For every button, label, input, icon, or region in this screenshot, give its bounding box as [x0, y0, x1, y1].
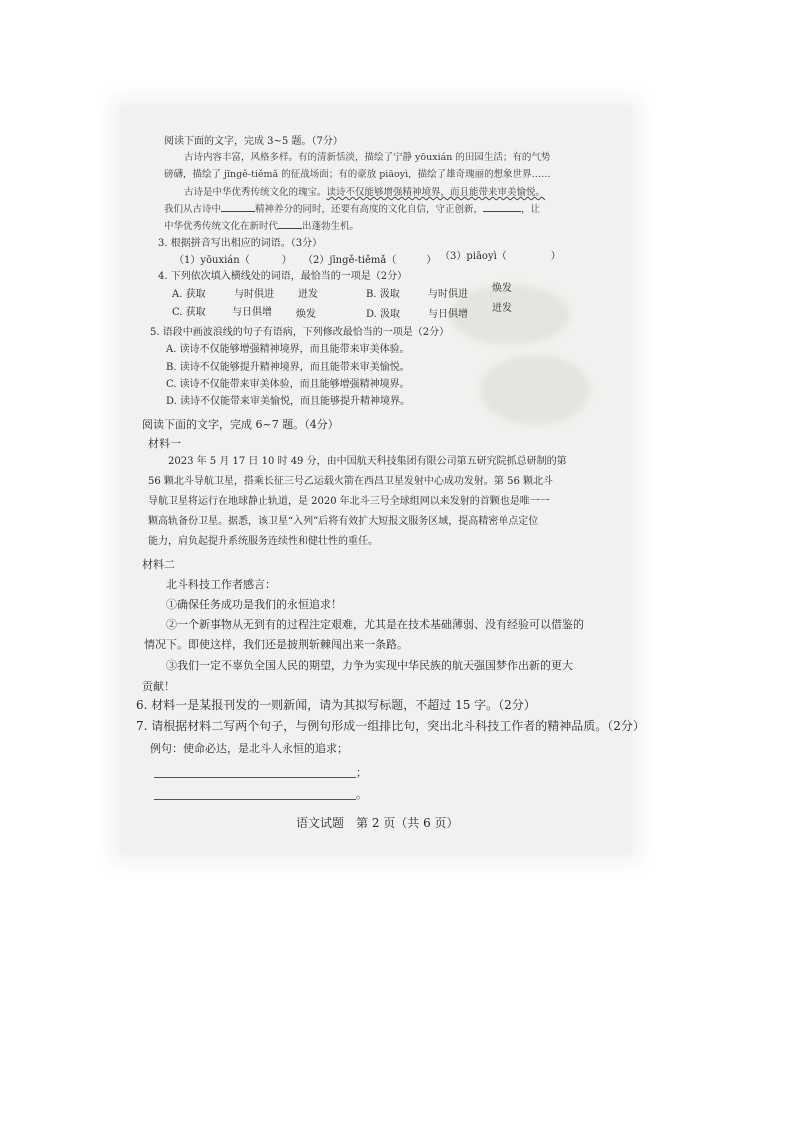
material-2-heading: 北斗科技工作者感言： [166, 578, 276, 591]
q5-option-b[interactable]: B. 读诗不仅能够提升精神境界，而且能带来审美愉悦。 [166, 362, 410, 373]
q4-option-c[interactable]: C. 获取 [172, 307, 206, 318]
answer-line-1[interactable] [154, 777, 356, 778]
fill-blank[interactable] [483, 211, 521, 212]
material-1-line: 2023 年 5 月 17 日 10 时 49 分，由中国航天科技集团有限公司第五研究院抓总研制的第 [168, 456, 567, 467]
q4-option-b-word3: 焕发 [492, 283, 512, 294]
material-2-quote: ①确保任务成功是我们的永恒追求！ [166, 598, 342, 611]
q7-example-sentence: 例句：使命必达，是北斗人永恒的追求； [150, 742, 348, 755]
q4-option-d-word2: 与日俱增 [428, 309, 468, 320]
q3-item-1: （1）yōuxián（ ） [174, 255, 292, 266]
material-2-quote: 情况下。即使这样，我们还是披荆斩棘闯出来一条路。 [144, 638, 408, 651]
q4-option-a-word2: 与时俱进 [234, 289, 274, 300]
scan-smudge [480, 355, 590, 425]
poem-passage-line [184, 188, 545, 198]
section1-intro: 阅读下面的文字，完成 3~5 题。（7分） [164, 136, 343, 147]
q4-option-d-word3: 迸发 [492, 303, 512, 314]
material-1-line: 导航卫星将运行在地球静止轨道，是 2020 年北斗三号全球组网以来发射的首颗也是唯一一 [148, 496, 550, 507]
question-5: 5. 语段中画波浪线的句子有语病，下列修改最恰当的一项是（2分） [150, 327, 450, 338]
passage-text: 中华优秀传统文化在新时代 [164, 221, 279, 232]
section2-intro: 阅读下面的文字，完成 6~7 题。（4分） [142, 418, 339, 431]
passage-text: 古诗是中华优秀传统文化的瑰宝。 [184, 187, 327, 198]
passage-text: 出蓬勃生机。 [302, 221, 360, 232]
scanned-exam-page [120, 105, 645, 855]
answer-line-1-end: ； [356, 766, 367, 779]
poem-passage-line: 古诗内容丰富，风格多样。有的清新恬淡，描绘了宁静 yōuxián 的田园生活；有的气势 [184, 152, 551, 163]
passage-text: ，让 [521, 204, 541, 215]
material-1-line: 颗高轨备份卫星。据悉，该卫星“入列”后将有效扩大短报文服务区域，提高精密单点定位 [148, 516, 539, 527]
q5-option-d[interactable]: D. 读诗不仅能带来审美愉悦，而且能够提升精神境界。 [166, 396, 411, 407]
material-1-line: 能力，肩负起提升系统服务连续性和健壮性的重任。 [148, 536, 378, 547]
answer-line-2-end: 。 [356, 788, 367, 801]
answer-line-2[interactable] [154, 799, 356, 800]
q4-option-c-word2: 与日俱增 [232, 307, 272, 318]
q5-option-a[interactable]: A. 读诗不仅能够增强精神境界，而且能带来审美体验。 [166, 344, 410, 355]
material-2-quote: ②一个新事物从无到有的过程注定艰难，尤其是在技术基础薄弱、没有经验可以借鉴的 [166, 618, 584, 631]
question-4: 4. 下列依次填入横线处的词语，最恰当的一项是（2分） [158, 271, 408, 282]
page-footer: 语文试题 第 2 页（共 6 页） [296, 816, 459, 830]
poem-passage-line: 磅礴，描绘了 jīngě-tiěmǎ 的征战场面；有的豪放 piāoyì，描绘了雄奇瑰丽的想象世界…… [164, 169, 551, 180]
q5-option-c[interactable]: C. 读诗不仅能带来审美体验，而且能够增强精神境界。 [166, 379, 410, 390]
q4-option-b-word2: 与时俱进 [428, 289, 468, 300]
passage-text: 我们从古诗中 [164, 204, 222, 215]
material-2-quote: ③我们一定不辜负全国人民的期望，力争为实现中华民族的航天强国梦作出新的更大 [166, 659, 573, 672]
q3-item-3: （3）piāoyì（ ） [440, 251, 561, 262]
material-1-title: 材料一 [148, 437, 181, 450]
poem-passage-line [164, 222, 359, 232]
fill-blank[interactable] [278, 228, 302, 229]
q4-option-a[interactable]: A. 获取 [172, 289, 206, 300]
question-6: 6. 材料一是某报刊发的一则新闻，请为其拟写标题，不超过 15 字。（2分） [136, 698, 536, 712]
question-7: 7. 请根据材料二写两个句子，与例句形成一组排比句，突出北斗科技工作者的精神品质。（2分） [136, 719, 645, 733]
passage-text: 精神养分的同时，还要有高度的文化自信，守正创新， [255, 204, 484, 215]
scan-smudge [450, 285, 570, 345]
q4-option-c-word3: 焕发 [296, 309, 316, 320]
poem-passage-line [164, 205, 540, 215]
material-2-title: 材料二 [142, 558, 175, 571]
material-2-quote: 贡献！ [142, 680, 175, 693]
fill-blank[interactable] [221, 211, 255, 212]
q4-option-a-word3: 迸发 [298, 289, 318, 300]
material-1-line: 56 颗北斗导航卫星，搭乘长征三号乙运载火箭在西昌卫星发射中心成功发射。第 56 颗北斗 [148, 476, 553, 487]
q4-option-d[interactable]: D. 汲取 [366, 309, 401, 320]
question-3: 3. 根据拼音写出相应的词语。（3分） [158, 238, 323, 249]
wavy-underlined-sentence: 读诗不仅能够增强精神境界，而且能带来审美愉悦。 [326, 187, 546, 198]
q4-option-b[interactable]: B. 汲取 [366, 289, 400, 300]
q3-item-2: （2）jīngě-tiěmǎ（ ） [303, 255, 437, 266]
